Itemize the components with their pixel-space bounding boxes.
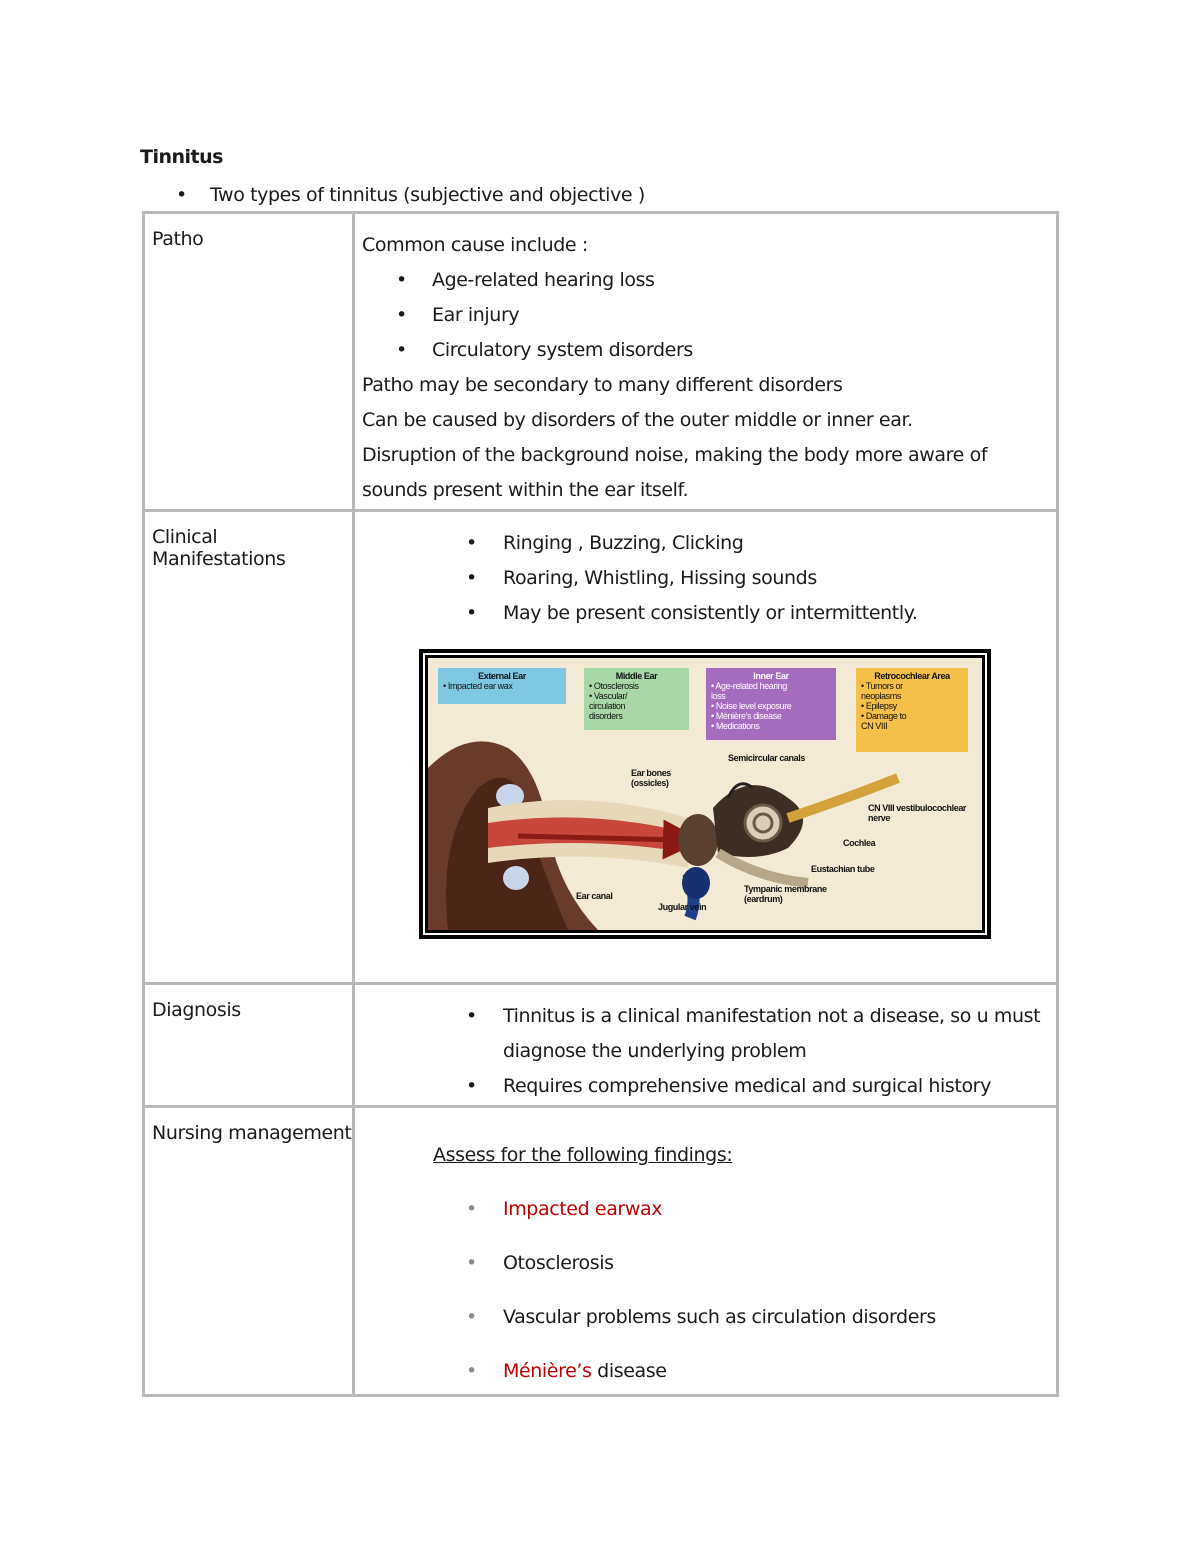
inner-ear-line: • Ménière’s disease [711, 711, 782, 721]
intro-text: Two types of tinnitus (subjective and objective ) [210, 184, 645, 206]
label-cn-viii: CN VIII vestibulocochlear nerve [868, 803, 967, 823]
middle-ear-line: disorders [589, 711, 623, 721]
retrocochlear-line: • Damage to [861, 711, 907, 721]
menieres-red: Ménière’s [503, 1360, 592, 1382]
list-item: • Vascular problems such as circulation disorders [362, 1300, 1048, 1335]
label-ear-canal: Ear canal [576, 891, 613, 901]
middle-ear-title: Middle Ear [615, 671, 658, 681]
retrocochlear-line: • Tumors or [861, 681, 903, 691]
external-ear-title: External Ear [478, 671, 526, 681]
clinical-content [355, 512, 1056, 631]
row-diagnosis [144, 984, 1058, 1107]
label-patho: Patho [152, 228, 204, 250]
retrocochlear-box [856, 668, 968, 752]
list-item: • Ringing , Buzzing, Clicking [362, 526, 1048, 561]
patho-lead: Common cause include : [362, 234, 588, 256]
row-patho [144, 213, 1058, 511]
label-jugular: Jugular vein [658, 902, 707, 912]
nursing-list [362, 1192, 1048, 1389]
list-item: • Roaring, Whistling, Hissing sounds [362, 561, 1048, 596]
list-item: • Tinnitus is a clinical manifestation not a disease, so u must diagnose the underlying problem [362, 999, 1048, 1069]
list-item: • Age-related hearing loss [362, 263, 1048, 298]
diagnosis-list [362, 999, 1048, 1104]
nursing-heading: Assess for the following findings: [433, 1144, 733, 1166]
middle-ear-line: • Otosclerosis [589, 681, 639, 691]
retrocochlear-title: Retrocochlear Area [874, 671, 950, 681]
list-item: • Circulatory system disorders [362, 333, 1048, 368]
patho-line: Patho may be secondary to many different disorders [362, 374, 843, 396]
patho-causes [362, 263, 1048, 368]
inner-ear-line: • Medications [711, 721, 760, 731]
external-ear-box [438, 668, 566, 704]
inner-ear-line: • Age-related hearing [711, 681, 787, 691]
label-cochlea: Cochlea [843, 838, 876, 848]
inner-ear-title: Inner Ear [753, 671, 789, 681]
inner-ear-box [706, 668, 836, 740]
label-clinical: Clinical Manifestations [152, 526, 286, 570]
patho-content [355, 214, 1056, 508]
inner-ear-line: • Noise level exposure [711, 701, 792, 711]
list-item [362, 1354, 1048, 1389]
middle-ear-box [584, 668, 689, 730]
inner-ear-line: loss [711, 691, 726, 701]
label-semicircular: Semicircular canals [728, 753, 805, 763]
middle-ear-line: circulation [589, 701, 626, 711]
clinical-list [362, 526, 1048, 631]
retrocochlear-line: CN VIII [861, 721, 888, 731]
label-ear-bones: Ear bones (ossicles) [631, 768, 671, 788]
patho-line: Disruption of the background noise, making the body more aware of sounds present within the ear itself. [362, 444, 988, 501]
nursing-content [355, 1108, 1056, 1389]
label-diagnosis: Diagnosis [152, 999, 241, 1021]
label-nursing: Nursing management [152, 1122, 352, 1144]
ear-anatomy-figure [425, 655, 985, 933]
label-tympanic: Tympanic membrane (eardrum) [744, 884, 827, 904]
row-clinical [144, 511, 1058, 984]
label-eustachian: Eustachian tube [811, 864, 875, 874]
row-nursing [144, 1107, 1058, 1396]
patho-line: Can be caused by disorders of the outer middle or inner ear. [362, 409, 913, 431]
list-item: • Requires comprehensive medical and surgical history [362, 1069, 1048, 1104]
menieres-rest: disease [591, 1360, 667, 1382]
list-item: • Ear injury [362, 298, 1048, 333]
page-title: Tinnitus [140, 146, 223, 168]
diagnosis-content [355, 985, 1056, 1104]
middle-ear-line: • Vascular/ [589, 691, 628, 701]
retrocochlear-line: neoplasms [861, 691, 901, 701]
external-ear-line: • Impacted ear wax [443, 681, 513, 691]
list-item: • Impacted earwax [362, 1192, 1048, 1227]
intro-bullet: • Two types of tinnitus (subjective and objective ) [176, 184, 645, 206]
list-item: • Otosclerosis [362, 1246, 1048, 1281]
retrocochlear-line: • Epilepsy [861, 701, 897, 711]
list-item: • May be present consistently or intermittently. [362, 596, 1048, 631]
notes-table [142, 211, 1059, 1397]
